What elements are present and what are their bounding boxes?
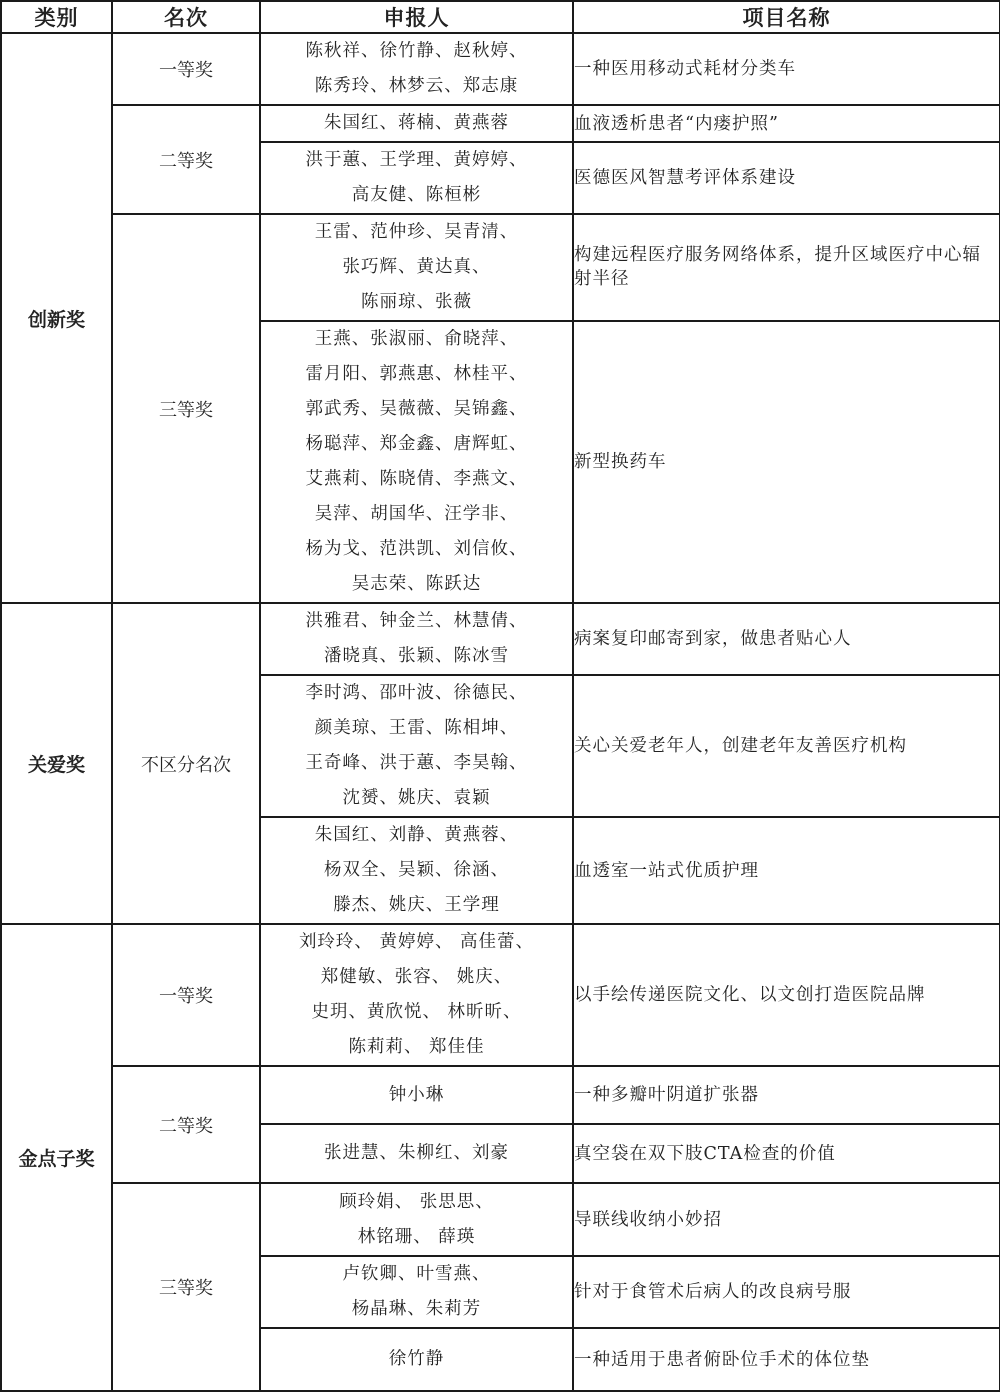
- applicant-line: 洪雅君、钟金兰、林慧倩、: [305, 611, 528, 631]
- applicants-cell: [260, 1124, 573, 1183]
- applicants-cell: [260, 321, 573, 603]
- applicant-line: 郑健敏、张容、 姚庆、: [320, 967, 513, 987]
- table-row: [1, 1066, 1000, 1124]
- applicants-cell: [260, 105, 573, 142]
- project-cell: 导联线收纳小妙招: [573, 1183, 1000, 1256]
- applicant-line: 吴志荣、陈跃达: [351, 574, 482, 594]
- applicant-line: 钟小琳: [388, 1084, 445, 1105]
- header-category: 类别: [1, 1, 112, 33]
- header-row: [1, 1, 1000, 33]
- table-row: [1, 214, 1000, 321]
- applicant-line: 陈秀玲、林梦云、郑志康: [314, 76, 519, 96]
- rank-cell: 二等奖: [112, 1066, 260, 1183]
- applicant-line: 刘玲玲、 黄婷婷、 高佳蕾、: [298, 932, 535, 952]
- header-project: 项目名称: [573, 1, 1000, 33]
- project-cell: 针对于食管术后病人的改良病号服: [573, 1256, 1000, 1328]
- rank-cell: 三等奖: [112, 1183, 260, 1391]
- applicants-cell: [260, 1183, 573, 1256]
- applicant-line: 杨为戈、范洪凯、刘信攸、: [305, 539, 528, 559]
- applicant-line: 李时鸿、邵叶波、徐德民、: [305, 683, 528, 703]
- applicants-cell: [260, 33, 573, 105]
- project-cell: 一种多瓣叶阴道扩张器: [573, 1066, 1000, 1124]
- applicants-cell: [260, 142, 573, 214]
- applicant-line: 陈秋祥、徐竹静、赵秋婷、: [305, 41, 528, 61]
- project-cell: 真空袋在双下肢CTA检查的价值: [573, 1124, 1000, 1183]
- project-cell: 新型换药车: [573, 321, 1000, 603]
- rank-cell: 不区分名次: [112, 603, 260, 924]
- applicant-line: 滕杰、姚庆、王学理: [333, 895, 500, 915]
- applicant-line: 艾燕莉、陈晓倩、李燕文、: [305, 469, 528, 489]
- table-row: [1, 924, 1000, 1066]
- project-cell: 血液透析患者“内瘘护照”: [573, 105, 1000, 142]
- applicant-line: 郭武秀、吴薇薇、吴锦鑫、: [305, 399, 528, 419]
- table-row: [1, 105, 1000, 142]
- project-cell: 医德医风智慧考评体系建设: [573, 142, 1000, 214]
- applicant-line: 史玥、黄欣悦、 林昕昕、: [311, 1002, 522, 1022]
- applicant-line: 洪于蕙、王学理、黄婷婷、: [305, 150, 528, 170]
- applicant-line: 卢钦卿、叶雪燕、: [342, 1264, 491, 1284]
- rank-cell: 一等奖: [112, 33, 260, 105]
- applicant-line: 潘晓真、张颖、陈冰雪: [324, 646, 509, 666]
- project-cell: 以手绘传递医院文化、以文创打造医院品牌: [573, 924, 1000, 1066]
- applicants-cell: [260, 1066, 573, 1124]
- applicant-line: 雷月阳、郭燕惠、林桂平、: [305, 364, 528, 384]
- applicant-line: 徐竹静: [388, 1349, 445, 1369]
- project-cell: 一种医用移动式耗材分类车: [573, 33, 1000, 105]
- project-cell: 构建远程医疗服务网络体系，提升区域医疗中心辐射半径: [573, 214, 1000, 321]
- applicant-line: 陈莉莉、 郑佳佳: [348, 1037, 485, 1057]
- category-cell: 创新奖: [1, 33, 112, 603]
- applicant-line: 陈丽琼、张薇: [361, 292, 472, 312]
- category-cell: 金点子奖: [1, 924, 112, 1391]
- table-row: [1, 1183, 1000, 1256]
- applicants-cell: [260, 1256, 573, 1328]
- applicant-line: 吴萍、胡国华、汪学非、: [314, 504, 519, 524]
- rank-cell: 二等奖: [112, 105, 260, 214]
- project-cell: 病案复印邮寄到家，做患者贴心人: [573, 603, 1000, 675]
- applicant-line: 张进慧、朱柳红、刘豪: [324, 1143, 509, 1163]
- applicant-line: 颜美琼、王雷、陈相坤、: [314, 718, 519, 738]
- applicants-cell: [260, 817, 573, 924]
- applicant-line: 王燕、张淑丽、俞晓萍、: [314, 329, 519, 349]
- project-cell: 一种适用于患者俯卧位手术的体位垫: [573, 1328, 1000, 1391]
- applicant-line: 沈赟、姚庆、袁颖: [342, 788, 491, 808]
- applicant-line: 朱国红、刘静、黄燕蓉、: [314, 825, 519, 845]
- project-cell: 血透室一站式优质护理: [573, 817, 1000, 924]
- applicant-line: 杨双全、吴颖、徐涵、: [324, 860, 509, 880]
- applicant-line: 杨聪萍、郑金鑫、唐辉虹、: [305, 434, 528, 454]
- applicants-cell: [260, 603, 573, 675]
- applicants-cell: [260, 214, 573, 321]
- header-applicants: 申报人: [260, 1, 573, 33]
- rank-cell: 三等奖: [112, 214, 260, 603]
- table-row: [1, 33, 1000, 105]
- applicant-line: 王雷、范仲珍、吴青清、: [314, 222, 519, 242]
- project-cell: 关心关爱老年人，创建老年友善医疗机构: [573, 675, 1000, 817]
- applicant-line: 林铭珊、 薛瑛: [357, 1226, 476, 1247]
- category-cell: 关爱奖: [1, 603, 112, 924]
- applicant-line: 张巧辉、黄达真、: [342, 257, 491, 277]
- applicant-line: 朱国红、蒋楠、黄燕蓉: [324, 113, 509, 133]
- table-row: [1, 603, 1000, 675]
- applicants-cell: [260, 924, 573, 1066]
- applicant-line: 高友健、陈桓彬: [351, 185, 482, 205]
- applicant-line: 顾玲娟、 张思思、: [339, 1191, 494, 1212]
- header-rank: 名次: [112, 1, 260, 33]
- rank-cell: 一等奖: [112, 924, 260, 1066]
- applicant-line: 王奇峰、洪于蕙、李昊翰、: [305, 753, 528, 773]
- applicants-cell: [260, 1328, 573, 1391]
- applicants-cell: [260, 675, 573, 817]
- applicant-line: 杨晶琳、朱莉芳: [351, 1299, 482, 1319]
